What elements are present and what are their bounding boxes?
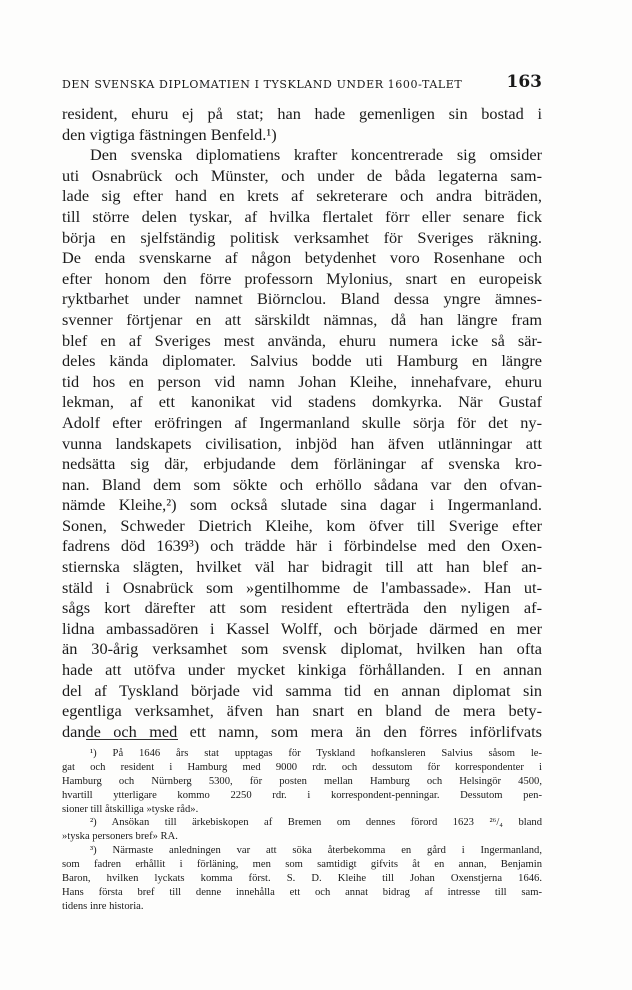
text-line: nan. Bland dem som sökte och erhöllo sådana var den ofvan- — [62, 474, 542, 494]
text-line: stiernska slägten, hvilket väl har bidragit till att han blef an- — [62, 557, 542, 577]
page-number: 163 — [506, 72, 542, 92]
text-line: uti Osnabrück och Münster, och under de båda legaterna sam- — [62, 165, 542, 185]
footnote-3-line: Hans första bref till denne innehålla ett och annat bidrag af intresse till sam- — [62, 886, 542, 898]
footnote-2-line: ²) Ansökan till ärkebiskopen af Bremen om dennes förord 1623 ²⁶/₄ bland — [90, 817, 542, 829]
footnote-1-line: ¹) På 1646 års stat upptagas för Tyskland hofkansleren Salvius såsom le- — [90, 748, 542, 759]
text-line: fadrens död 1639³) och trädde här i förbindelse med den Oxen- — [62, 536, 542, 556]
footnotes — [62, 747, 542, 914]
text-line: sågs kort därefter att som resident efterträda den nyligen af- — [62, 598, 542, 618]
footnote-3-line: som fadren erhållit i förläning, men som samtidigt gifvits åt en annan, Benjamin — [62, 859, 542, 871]
footnote-3-line: Baron, hvilken lyckats komma först. S. D. Kleihe till Johan Oxenstjerna 1646. — [62, 873, 542, 885]
footnote-2-line: »tyska personers bref» RA. — [62, 831, 178, 843]
text-line: De enda svenskarne af någon betydenhet voro Rosenhane och — [62, 248, 542, 268]
paragraph-start-line: Den svenska diplomatiens krafter koncentrerade sig omsider — [90, 145, 542, 165]
text-line: Sonen, Schweder Dietrich Kleihe, kom öfver till Sverige efter — [62, 515, 542, 535]
main-text — [62, 104, 542, 742]
text-line: resident, ehuru ej på stat; han hade gemenligen sin bostad i — [62, 104, 542, 123]
text-line: lekman, af ett kanonikat vid stadens domkyrka. När Gustaf — [62, 392, 542, 412]
text-line: stäld i Osnabrück som »gentilhomme de l'ambassade». Han ut- — [62, 577, 542, 597]
text-line: tid hos en person vid namn Johan Kleihe, innehafvare, ehuru — [62, 371, 542, 391]
running-head: DEN SVENSKA DIPLOMATIEN I TYSKLAND UNDER 1600-TALET — [62, 78, 463, 91]
text-line: börja en sjelfständig politisk verksamhet för Sveriges räkning. — [62, 227, 542, 247]
text-line: lade sig efter hand en krets af sekreterare och andra biträden, — [62, 186, 542, 206]
footnote-divider — [86, 739, 178, 740]
text-line: till större delen tyskar, af hvilka flertalet förr eller senare fick — [62, 206, 542, 226]
footnote-1-line: gat och resident i Hamburg med 9000 rdr. och dessutom för korrespondenter i — [62, 761, 542, 773]
text-line: än 30-årig verksamhet som svensk diplomat, hvilken han ofta — [62, 639, 542, 659]
page-header — [62, 72, 542, 96]
text-line: egentliga verksamhet, äfven han snart en bland de mera bety- — [62, 701, 542, 721]
text-line: lidna ambassadören i Kassel Wolff, och började därmed en mer — [62, 618, 542, 638]
text-line: deles kända diplomater. Salvius bodde uti Hamburg en längre — [62, 351, 542, 371]
text-line: svenner förtjenar en att särskildt nämnas, då han längre fram — [62, 309, 542, 329]
text-line: efter honom den förre professorn Mylonius, snart en europeisk — [62, 268, 542, 288]
text-line: ryktbarhet under namnet Biörnclou. Bland dessa yngre ämnes- — [62, 289, 542, 309]
text-line: vunna landskapets civilisation, inbjöd han äfven utlänningar att — [62, 433, 542, 453]
footnote-1-line: sioner till åtskilliga »tyske råd». — [62, 803, 199, 815]
text-line: dande och med ett namn, som mera än den förres införlifvats — [62, 721, 542, 741]
footnote-3-line: ³) Närmaste anledningen var att söka återbekomma en gård i Ingermanland, — [90, 845, 542, 857]
text-line: nämde Kleihe,²) som också slutade sina dagar i Ingermanland. — [62, 495, 542, 515]
text-line: den vigtiga fästningen Benfeld.¹) — [62, 124, 277, 144]
footnote-3-line: tidens inre historia. — [62, 900, 144, 912]
footnote-1-line: Hamburg och Nürnberg 5300, för posten mellan Hamburg och Helsingör 4500, — [62, 775, 542, 787]
text-line: blef en af Sveriges mest använda, ehuru numera icke så sär- — [62, 330, 542, 350]
text-line: hade att utöfva under mycket kinkiga förhållanden. I en annan — [62, 660, 542, 680]
text-line: nedsätta sig där, erbjudande dem förläningar af svenska kro- — [62, 454, 542, 474]
footnote-1-line: hvartill ytterligare kommo 2250 rdr. i korrespondent-penningar. Dessutom pen- — [62, 789, 542, 801]
text-line: Adolf efter eröfringen af Ingermanland skulle sörja för det ny- — [62, 412, 542, 432]
text-line: del af Tyskland började vid samma tid en annan diplomat sin — [62, 680, 542, 700]
